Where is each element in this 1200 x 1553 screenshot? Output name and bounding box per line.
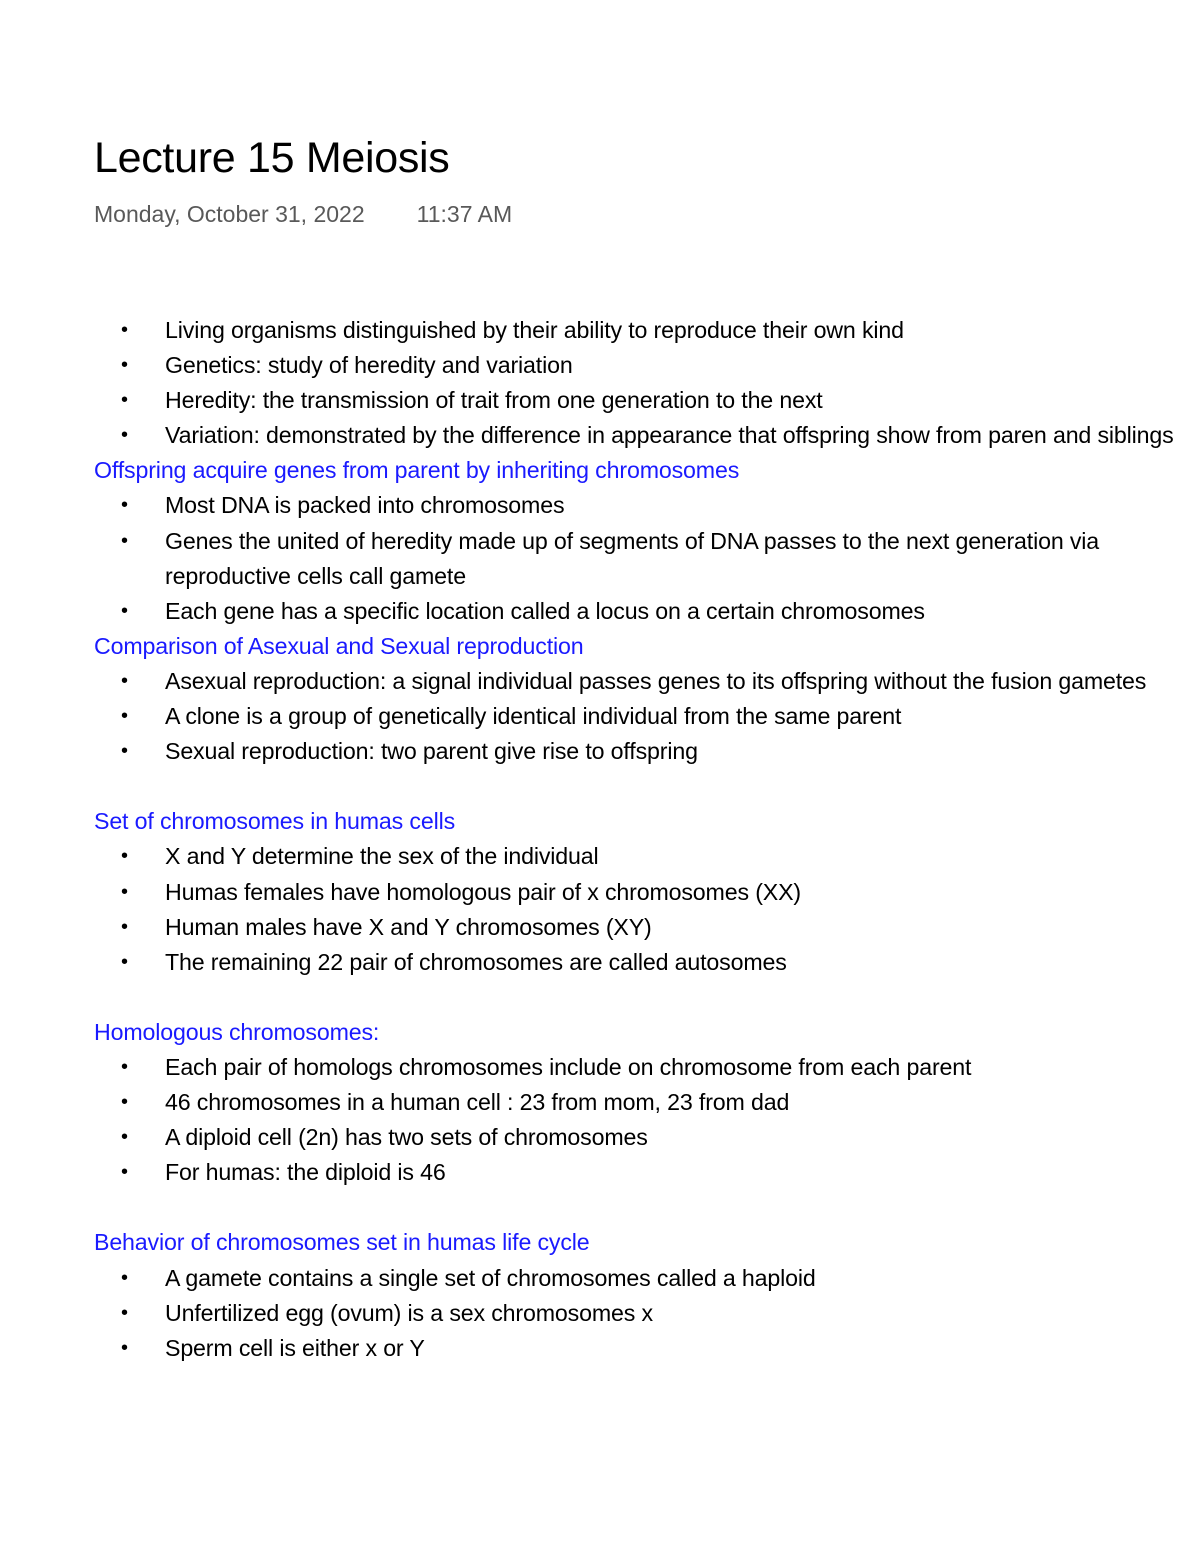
bullet-item [94,1331,1200,1366]
blank-line [94,1190,1200,1225]
bullet-text: 46 chromosomes in a human cell : 23 from mom, 23 from dad [165,1089,790,1116]
bullet-text: A diploid cell (2n) has two sets of chromosomes [165,1124,648,1151]
bullet-text: X and Y determine the sex of the individual [165,843,599,870]
bullet-icon: • [121,424,128,447]
bullet-text: Unfertilized egg (ovum) is a sex chromosomes x [165,1299,653,1326]
bullet-item [94,875,1200,910]
bullet-text: Each pair of homologs chromosomes include on chromosome from each parent [165,1053,972,1080]
note-section [94,804,1200,979]
note-timestamp [94,199,512,229]
bullet-icon: • [121,740,128,763]
bullet-icon: • [121,1161,128,1184]
bullet-item [94,945,1200,980]
bullet-icon: • [121,599,128,622]
bullet-icon: • [121,1301,128,1324]
bullet-text: For humas: the diploid is 46 [165,1159,446,1186]
section-heading: Behavior of chromosomes set in humas life cycle [94,1229,590,1256]
bullet-icon: • [121,1126,128,1149]
bullet-item [94,313,1200,348]
bullet-icon: • [121,705,128,728]
bullet-text: Genes the united of heredity made up of segments of DNA passes to the next generation via reproductive cells call gamete [165,527,1100,589]
section-heading: Offspring acquire genes from parent by inheriting chromosomes [94,457,740,484]
bullet-icon: • [121,845,128,868]
bullet-text: Heredity: the transmission of trait from one generation to the next [165,387,823,414]
bullet-item [94,1120,1200,1155]
bullet-text: Sperm cell is either x or Y [165,1334,425,1361]
bullet-item [94,664,1200,699]
bullet-text: A clone is a group of genetically identical individual from the same parent [165,703,902,730]
bullet-list [94,488,1200,628]
bullet-text: A gamete contains a single set of chromosomes called a haploid [165,1264,816,1291]
blank-line [94,769,1200,804]
bullet-text: Each gene has a specific location called a locus on a certain chromosomes [165,597,925,624]
note-section [94,313,1200,453]
bullet-icon: • [121,880,128,903]
bullet-icon: • [121,1336,128,1359]
bullet-item [94,734,1200,769]
bullet-item [94,839,1200,874]
bullet-icon: • [121,669,128,692]
note-section [94,1225,1200,1365]
bullet-item [94,418,1200,453]
bullet-icon: • [121,389,128,412]
bullet-list [94,1261,1200,1366]
section-heading: Set of chromosomes in humas cells [94,808,456,835]
bullet-item [94,1155,1200,1190]
bullet-item [94,594,1200,629]
note-section [94,1015,1200,1190]
note-time: 11:37 AM [416,201,513,227]
bullet-text: Sexual reproduction: two parent give rise to offspring [165,738,698,765]
bullet-icon: • [121,319,128,341]
note-date: Monday, October 31, 2022 [94,201,365,227]
bullet-item [94,1261,1200,1296]
bullet-text: Human males have X and Y chromosomes (XY) [165,913,652,940]
note-body [94,313,1200,1366]
bullet-icon: • [121,354,128,377]
bullet-list [94,664,1200,769]
bullet-icon: • [121,915,128,938]
bullet-icon: • [121,1055,128,1078]
bullet-item [94,699,1200,734]
bullet-item [94,910,1200,945]
bullet-icon: • [121,529,128,552]
bullet-list [94,839,1200,979]
bullet-item [94,1050,1200,1085]
bullet-icon: • [121,494,128,517]
bullet-icon: • [121,1266,128,1289]
bullet-icon: • [121,1091,128,1114]
note-section [94,629,1200,769]
page-title: Lecture 15 Meiosis [94,134,450,182]
bullet-text: Living organisms distinguished by their ability to reproduce their own kind [165,317,904,343]
bullet-text: Humas females have homologous pair of x chromosomes (XX) [165,878,801,905]
bullet-text: Most DNA is packed into chromosomes [165,492,565,519]
bullet-text: Asexual reproduction: a signal individual passes genes to its offspring without the fusion gametes [165,667,1147,694]
bullet-list [94,313,1200,453]
bullet-item [94,1296,1200,1331]
bullet-item [94,1085,1200,1120]
section-heading: Homologous chromosomes: [94,1018,380,1045]
bullet-text: The remaining 22 pair of chromosomes are called autosomes [165,948,787,975]
bullet-item [94,488,1200,523]
bullet-item [94,524,1200,594]
bullet-item [94,383,1200,418]
note-section [94,453,1200,628]
bullet-list [94,1050,1200,1190]
bullet-text: Variation: demonstrated by the difference in appearance that offspring show from paren and siblings [165,422,1174,449]
blank-line [94,980,1200,1015]
section-heading: Comparison of Asexual and Sexual reproduction [94,632,584,659]
bullet-icon: • [121,950,128,973]
bullet-item [94,348,1200,383]
bullet-text: Genetics: study of heredity and variation [165,352,573,379]
